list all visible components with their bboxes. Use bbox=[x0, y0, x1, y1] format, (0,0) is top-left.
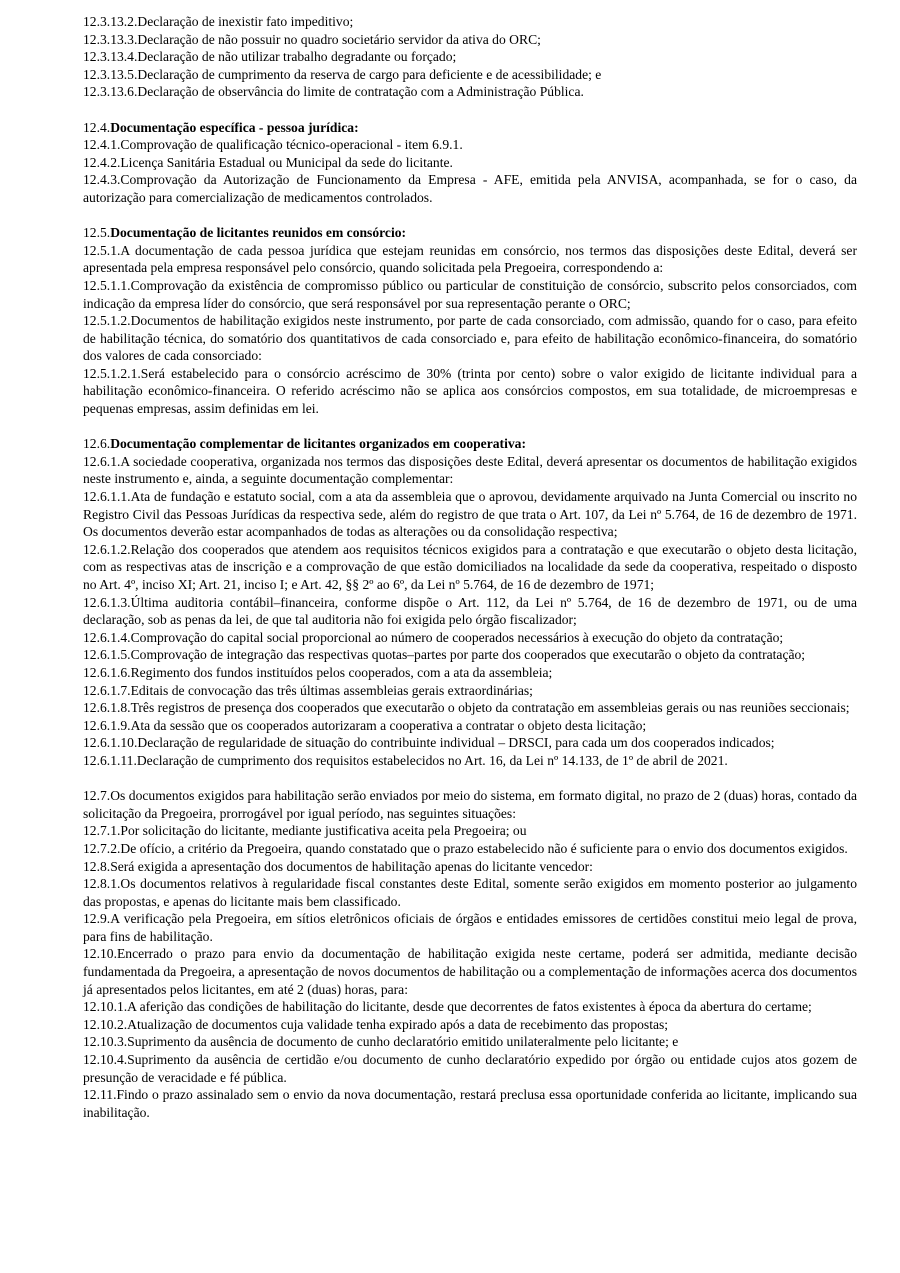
clause-paragraph: 12.11.Findo o prazo assinalado sem o envio da nova documentação, restará preclusa essa oportunidade conferida ao licitante, implicando sua inabilitação. bbox=[83, 1087, 857, 1120]
clause-paragraph: 12.3.13.3.Declaração de não possuir no quadro societário servidor da ativa do ORC; bbox=[83, 31, 541, 47]
document-section bbox=[83, 13, 857, 101]
clause-paragraph: 12.4.1.Comprovação de qualificação técnico-operacional - item 6.9.1. bbox=[83, 137, 463, 153]
clause-paragraph: 12.6.1.5.Comprovação de integração das respectivas quotas–partes por parte dos cooperados que executarão o objeto da contratação; bbox=[83, 647, 806, 663]
clause-paragraph: 12.6.1.A sociedade cooperativa, organizada nos termos das disposições deste Edital, deverá apresentar os documentos de habilitação exigidos neste instrumento e, ainda, a seguinte documentação complementar: bbox=[83, 453, 857, 487]
section-number: 12.4. bbox=[83, 119, 111, 135]
section-heading bbox=[83, 224, 857, 242]
section-heading bbox=[83, 435, 857, 453]
clause-paragraph: 12.6.1.2.Relação dos cooperados que atendem aos requisitos técnicos exigidos para a contratação e que executarão o objeto desta licitação, com as respectivas atas de inscrição e a comprovação de que estão domiciliados na localidade da sede da cooperativa, respeitado o disposto no Art. 4º, inciso XI; Art. 21, inciso I; e Art. 42, §§ 2º ao 6º, da Lei nº 5.764, de 16 de dezembro de 1971; bbox=[83, 541, 857, 592]
clause-paragraph: 12.6.1.4.Comprovação do capital social proporcional ao número de cooperados necessários à execução do objeto da contratação; bbox=[83, 629, 784, 645]
clause-paragraph: 12.7.Os documentos exigidos para habilitação serão enviados por meio do sistema, em formato digital, no prazo de 2 (duas) horas, contado da solicitação da Pregoeira, prorrogável por igual período, nas seguintes situações: bbox=[83, 788, 857, 821]
clause-paragraph: 12.3.13.2.Declaração de inexistir fato impeditivo; bbox=[83, 14, 354, 29]
paragraph-spacer bbox=[83, 207, 857, 225]
clause-paragraph: 12.7.2.De ofício, a critério da Pregoeira, quando constatado que o prazo estabelecido não é suficiente para o envio dos documentos exigidos. bbox=[83, 840, 848, 856]
clause-paragraph: 12.8.Será exigida a apresentação dos documentos de habilitação apenas do licitante vencedor: bbox=[83, 858, 593, 874]
document-page bbox=[83, 13, 857, 1121]
document-section bbox=[83, 119, 857, 207]
section-number: 12.5. bbox=[83, 225, 111, 241]
clause-paragraph: 12.3.13.6.Declaração de observância do limite de contratação com a Administração Pública. bbox=[83, 84, 584, 100]
clause-paragraph: 12.10.2.Atualização de documentos cuja validade tenha expirado após a data de recebimento das propostas; bbox=[83, 1016, 669, 1032]
clause-paragraph: 12.10.Encerrado o prazo para envio da documentação de habilitação exigida neste certame, poderá ser admitida, mediante decisão fundamentada da Pregoeira, a apresentação de novos documentos de habilitação ou a complementação de informações acerca dos documentos já apresentados pelos licitantes, em até 2 (duas) horas, para: bbox=[83, 946, 857, 997]
clause-paragraph: 12.6.1.9.Ata da sessão que os cooperados autorizaram a cooperativa a contratar o objeto desta licitação; bbox=[83, 717, 647, 733]
document-section bbox=[83, 787, 857, 1121]
section-title: Documentação de licitantes reunidos em consórcio: bbox=[110, 225, 407, 241]
clause-paragraph: 12.6.1.6.Regimento dos fundos instituídos pelos cooperados, com a ata da assembleia; bbox=[83, 664, 553, 680]
clause-paragraph: 12.3.13.4.Declaração de não utilizar trabalho degradante ou forçado; bbox=[83, 49, 457, 65]
clause-paragraph: 12.6.1.10.Declaração de regularidade de situação do contribuinte individual – DRSCI, para cada um dos cooperados indicados; bbox=[83, 735, 775, 751]
clause-paragraph: 12.6.1.7.Editais de convocação das três últimas assembleias gerais extraordinárias; bbox=[83, 682, 533, 698]
clause-paragraph: 12.7.1.Por solicitação do licitante, mediante justificativa aceita pela Pregoeira; ou bbox=[83, 823, 527, 839]
clause-paragraph: 12.4.2.Licença Sanitária Estadual ou Municipal da sede do licitante. bbox=[83, 154, 453, 170]
document-section bbox=[83, 435, 857, 769]
section-title: Documentação complementar de licitantes organizados em cooperativa: bbox=[110, 436, 526, 452]
clause-paragraph: 12.8.1.Os documentos relativos à regularidade fiscal constantes deste Edital, somente serão exigidos em momento posterior ao julgamento das propostas, e apenas do licitante mais bem classificado. bbox=[83, 876, 857, 909]
document-section bbox=[83, 224, 857, 418]
clause-paragraph: 12.6.1.1.Ata de fundação e estatuto social, com a ata da assembleia que o aprovou, devidamente arquivado na Junta Comercial ou inscrito no Registro Civil das Pessoas Jurídicas da respectiva sede, além do registro de que trata o Art. 107, da Lei nº 5.764, de 16 de dezembro de 1971. Os documentos deverão estar acompanhados de todas as alterações ou da consolidação respectiva; bbox=[83, 489, 857, 540]
section-number: 12.6. bbox=[83, 436, 111, 452]
clause-paragraph: 12.10.1.A aferição das condições de habilitação do licitante, desde que decorrentes de fatos existentes à época da abertura do certame; bbox=[83, 999, 812, 1015]
clause-paragraph: 12.5.1.2.Documentos de habilitação exigidos neste instrumento, por parte de cada consorciado, com admissão, quando for o caso, para efeito de habilitação técnica, do somatório dos quantitativos de cada consorciado e, para efeito de habilitação econômico-financeira, do somatório dos valores de cada consorciado: bbox=[83, 313, 857, 364]
section-title: Documentação específica - pessoa jurídica: bbox=[110, 119, 359, 135]
clause-paragraph: 12.6.1.11.Declaração de cumprimento dos requisitos estabelecidos no Art. 16, da Lei nº 14.133, de 1º de abril de 2021. bbox=[83, 752, 728, 768]
section-heading bbox=[83, 119, 857, 137]
clause-paragraph: 12.9.A verificação pela Pregoeira, em sítios eletrônicos oficiais de órgãos e entidades emissores de certidões constitui meio legal de prova, para fins de habilitação. bbox=[83, 911, 857, 944]
paragraph-spacer bbox=[83, 418, 857, 436]
paragraph-spacer bbox=[83, 770, 857, 788]
clause-paragraph: 12.5.1.2.1.Será estabelecido para o consórcio acréscimo de 30% (trinta por cento) sobre o valor exigido de licitante individual para a habilitação econômico-financeira. O referido acréscimo não se aplica aos consórcios compostos, em sua totalidade, de microempresas e pequenas empresas, assim definidas em lei. bbox=[83, 365, 857, 417]
clause-paragraph: 12.3.13.5.Declaração de cumprimento da reserva de cargo para deficiente e de acessibilidade; e bbox=[83, 66, 602, 82]
paragraph-spacer bbox=[83, 101, 857, 119]
clause-paragraph: 12.5.1.1.Comprovação da existência de compromisso público ou particular de constituição de consórcio, subscrito pelos consorciados, com indicação da empresa líder do consórcio, que será responsável por sua representação perante o ORC; bbox=[83, 277, 857, 311]
clause-paragraph: 12.10.4.Suprimento da ausência de certidão e/ou documento de cunho declaratório expedido por órgão ou entidade cujos atos gozem de presunção de veracidade e fé pública. bbox=[83, 1052, 857, 1085]
clause-paragraph: 12.10.3.Suprimento da ausência de documento de cunho declaratório emitido unilateralmente pelo licitante; e bbox=[83, 1034, 679, 1050]
clause-paragraph: 12.6.1.8.Três registros de presença dos cooperados que executarão o objeto da contratação em assembleias gerais ou nas reuniões seccionais; bbox=[83, 700, 850, 716]
clause-paragraph: 12.4.3.Comprovação da Autorização de Funcionamento da Empresa - AFE, emitida pela ANVISA, acompanhada, se for o caso, da autorização para comercialização de medicamentos controlados. bbox=[83, 172, 857, 205]
clause-paragraph: 12.6.1.3.Última auditoria contábil–financeira, conforme dispõe o Art. 112, da Lei nº 5.764, de 16 de dezembro de 1971, ou de uma declaração, sob as penas da lei, de que tal auditoria não foi exigida pelo órgão fiscalizador; bbox=[83, 594, 857, 628]
clause-paragraph: 12.5.1.A documentação de cada pessoa jurídica que estejam reunidas em consórcio, nos termos das disposições deste Edital, deverá ser apresentada pela empresa responsável pelo consórcio, quando solicitada pela Pregoeira, correspondendo a: bbox=[83, 242, 857, 276]
